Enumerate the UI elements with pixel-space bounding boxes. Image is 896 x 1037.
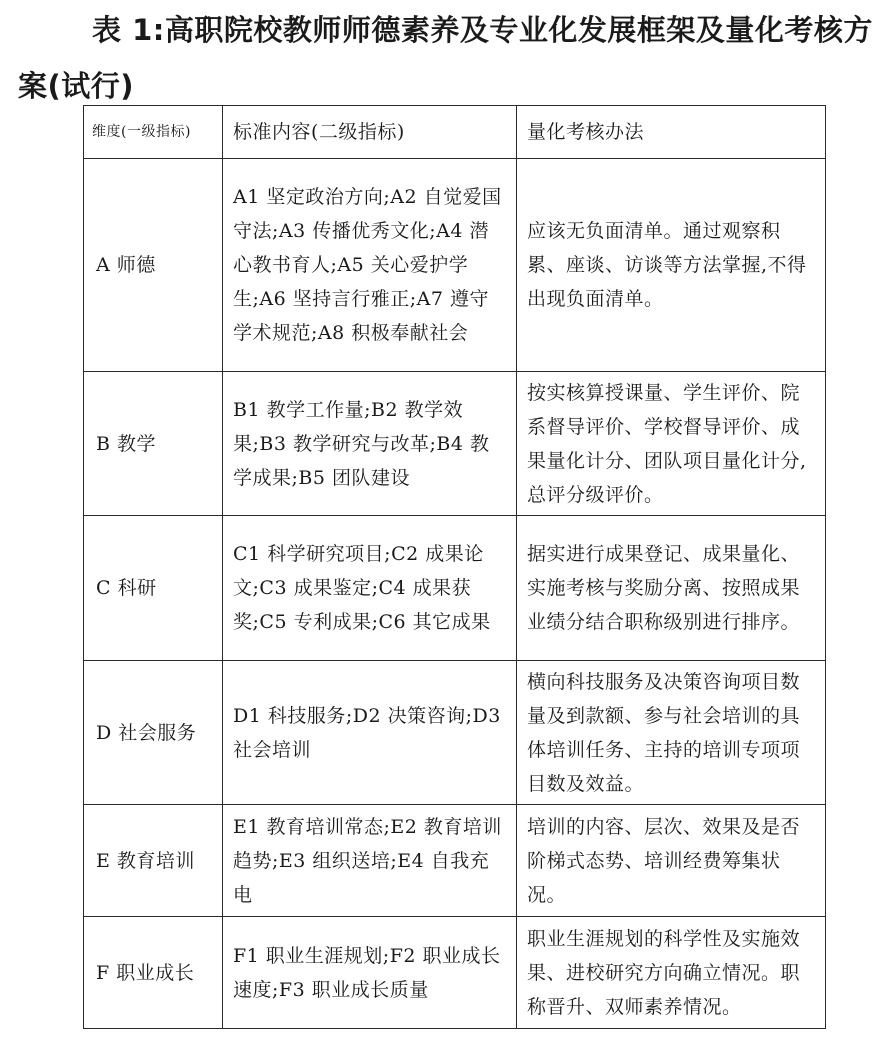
dimension-cell: B 教学 — [84, 372, 223, 516]
dimension-cell: E 教育培训 — [84, 805, 223, 917]
dimension-cell: F 职业成长 — [84, 917, 223, 1029]
dimension-cell: D 社会服务 — [84, 661, 223, 805]
method-cell: 职业生涯规划的科学性及实施效果、进校研究方向确立情况。职称晋升、双师素养情况。 — [517, 917, 826, 1029]
method-cell: 据实进行成果登记、成果量化、实施考核与奖励分离、按照成果业绩分结合职称级别进行排序。 — [517, 516, 826, 661]
header-row — [84, 106, 826, 159]
table-row — [84, 805, 826, 917]
table-title: 表 1:高职院校教师师德素养及专业化发展框架及量化考核方案(试行) — [18, 13, 873, 103]
assessment-table — [83, 105, 826, 1029]
standard-cell: D1 科技服务;D2 决策咨询;D3 社会培训 — [223, 661, 517, 805]
method-cell: 应该无负面清单。通过观察积累、座谈、访谈等方法掌握,不得出现负面清单。 — [517, 159, 826, 372]
standard-cell: F1 职业生涯规划;F2 职业成长速度;F3 职业成长质量 — [223, 917, 517, 1029]
header-method: 量化考核办法 — [517, 106, 826, 159]
standard-cell: B1 教学工作量;B2 教学效果;B3 教学研究与改革;B4 教学成果;B5 团队建设 — [223, 372, 517, 516]
dimension-cell: C 科研 — [84, 516, 223, 661]
method-cell: 按实核算授课量、学生评价、院系督导评价、学校督导评价、成果量化计分、团队项目量化计分,总评分级评价。 — [517, 372, 826, 516]
table-row — [84, 661, 826, 805]
table-row — [84, 917, 826, 1029]
standard-cell: A1 坚定政治方向;A2 自觉爱国守法;A3 传播优秀文化;A4 潜心教书育人;A5 关心爱护学生;A6 坚持言行雅正;A7 遵守学术规范;A8 积极奉献社会 — [223, 159, 517, 372]
header-dimension: 维度(一级指标) — [84, 106, 223, 159]
table-row — [84, 159, 826, 372]
table-row — [84, 372, 826, 516]
table-row — [84, 516, 826, 661]
dimension-cell: A 师德 — [84, 159, 223, 372]
standard-cell: C1 科学研究项目;C2 成果论文;C3 成果鉴定;C4 成果获奖;C5 专利成果;C6 其它成果 — [223, 516, 517, 661]
method-cell: 培训的内容、层次、效果及是否阶梯式态势、培训经费筹集状况。 — [517, 805, 826, 917]
method-cell: 横向科技服务及决策咨询项目数量及到款额、参与社会培训的具体培训任务、主持的培训专项项目数及效益。 — [517, 661, 826, 805]
standard-cell: E1 教育培训常态;E2 教育培训趋势;E3 组织送培;E4 自我充电 — [223, 805, 517, 917]
header-standard: 标准内容(二级指标) — [223, 106, 517, 159]
